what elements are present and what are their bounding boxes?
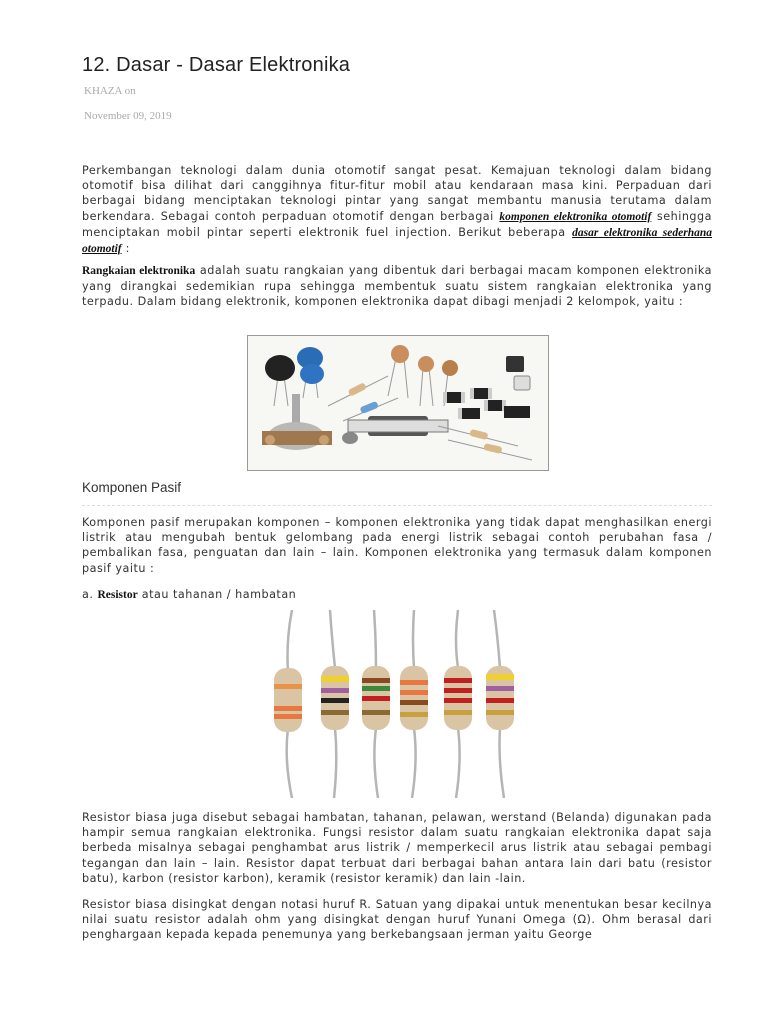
rangkaian-text: adalah suatu rangkaian yang dibentuk dari berbagai macam komponen elektronika yang dirangkai sedemikian rupa sehingga membentuk suatu sistem rangkaian elektronika yang terpadu. Dalam bidang elektronik, komponen elektronika dapat dibagi menjadi 2 kelompok, yaitu : [82, 264, 713, 309]
resistor-paragraph-2: Resistor biasa disingkat dengan notasi huruf R. Satuan yang dipakai untuk menentukan besar kecilnya nilai suatu resistor adalah ohm yang disingkat dengan huruf Yunani Omega (Ω). Ohm berasal dari penghargaan kepada kepada penemunya yang berkebangsaan jerman yaitu George [82, 898, 712, 942]
section-heading: Komponen Pasif [82, 480, 182, 495]
resistor-term: Resistor [97, 589, 138, 601]
post-date: November 09, 2019 [84, 110, 172, 122]
intro-text-2: sehingga menciptakan mobil pintar seperti elektronik fuel injection. Berikut beberapa [82, 209, 712, 239]
electronic-components-image [247, 335, 549, 471]
rangkaian-term: Rangkaian elektronika [82, 265, 196, 277]
post-title: 12. Dasar - Dasar Elektronika [82, 54, 351, 76]
intro-text-3: : [121, 242, 130, 256]
resistors-image [262, 610, 530, 798]
rangkaian-paragraph [82, 263, 712, 310]
intro-text-1: Perkembangan teknologi dalam dunia otomotif sangat pesat. Kemajuan teknologi dalam bidang otomotif bisa dilihat dari canggihnya fitur-fitur mobil atau kendaraan masa kini. Perpaduan dari berbagai bidang menciptakan teknologi pintar yang sangat membantu manusia terutama dalam berkendara. Sebagai contoh perpaduan otomotif dengan berbagai [82, 164, 712, 223]
section-divider [82, 505, 712, 506]
resistor-item-prefix: a. [82, 588, 98, 601]
resistor-item [82, 587, 712, 603]
komponen-pasif-paragraph: Komponen pasif merupakan komponen – komponen elektronika yang tidak dapat menghasilkan energi listrik atau mengubah bentuk gelombang pada energi listrik sebagai contoh perubahan fasa / pembalikan fasa, penguatan dan lain – lain. Komponen elektronika yang termasuk dalam komponen pasif yaitu : [82, 516, 712, 575]
resistor-item-text: atau tahanan / hambatan [137, 588, 297, 601]
link-dasar-elektronika[interactable]: dasar elektronika sederhana otomotif [82, 226, 713, 256]
link-komponen-elektronika[interactable]: komponen elektronika otomotif [499, 210, 652, 223]
post-author: KHAZA on [84, 85, 136, 97]
intro-paragraph [82, 163, 712, 257]
resistor-paragraph-1: Resistor biasa juga disebut sebagai hambatan, tahanan, pelawan, werstand (Belanda) digunakan pada hampir semua rangkaian elektronika. Fungsi resistor dalam suatu rangkaian elektronika dapat saja berbeda misalnya sebagai penghambat arus listrik / memperkecil arus listrik atau sebagai pembagi tegangan dan lain – lain. Resistor dapat terbuat dari berbagai bahan antara lain dari batu (resistor batu), karbon (resistor karbon), keramik (resistor keramik) dan lain -lain. [82, 811, 712, 885]
